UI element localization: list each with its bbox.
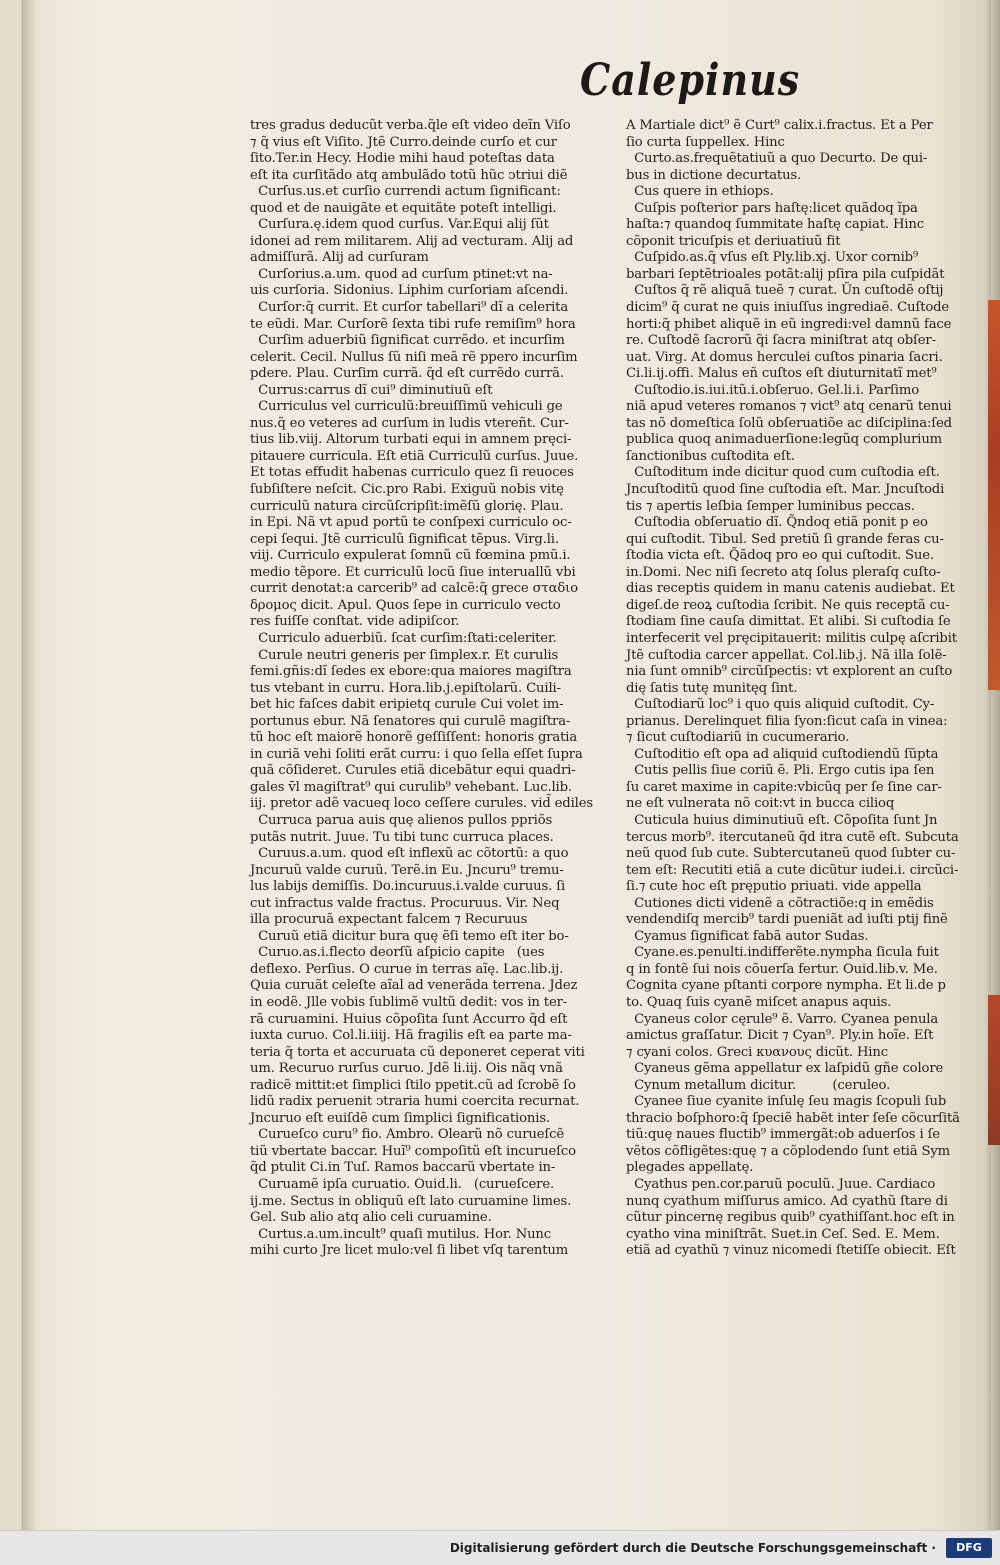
text-line: q̃d ptulit Ci.in Tuſ. Ramos baccarũ vbertate in-	[250, 1160, 556, 1176]
text-line: Cyane.es.penulti.indifferẽte.nympha ſicula fuit	[626, 945, 939, 961]
text-line: Cuſtoditum inde dicitur quod cum cuſtodia eſt.	[626, 465, 940, 481]
text-line: gales v̄l magiſtrat⁹ qui curulib⁹ vehebant. Luc.lib.	[250, 779, 572, 795]
text-line: tem eſt: Recutiti etiã a cute dicũtur iudei.i. circũci-	[626, 862, 959, 878]
text-line: bus in dictione decurtatus.	[626, 167, 802, 183]
text-line: nus.q̃ eo veteres ad curſum in ludis vtereñt. Cur-	[250, 415, 569, 431]
text-line: Jncuruũ valde curuũ. Terẽ.in Eu. Jncuru⁹ tremu-	[250, 862, 564, 878]
text-line: ſtodia victa eſt. Q̃ãdoq pro eo qui cuſtodit. Sue.	[626, 548, 934, 564]
text-line: uis curſoria. Sidonius. Liphim curſoriam aſcendi.	[250, 283, 569, 299]
text-line: Curuamẽ ipſa curuatio. Ouid.li. (curueſcere.	[250, 1177, 555, 1192]
text-line: cepi ſequi. Jtẽ curriculũ ſignificat tẽpus. Virg.li.	[250, 531, 559, 547]
text-line: ⁊ q̃ vius eſt Viſito. Jtẽ Curro.deinde curſo et cur	[250, 134, 557, 150]
text-line: in Epi. Nã vt apud portũ te conſpexi curriculo oc-	[250, 515, 572, 531]
text-line: ſu caret maxime in capite:vbicũq per ſe ſine car-	[626, 779, 942, 795]
text-line: currit denotat:a carcerib⁹ ad calcẽ:q̃ grece σταδιο	[250, 581, 578, 597]
text-line: femi.gñis:dĩ ſedes ex ebore:qua maiores magiſtra	[250, 664, 572, 680]
text-line: Et totas effudit habenas curriculo quez ſi reuoces	[250, 465, 574, 481]
text-line: in curiã vehi ſoliti erãt curru: i quo ſella eſſet ſupra	[250, 746, 583, 762]
text-line: Curſorius.a.um. quod ad curſum ptinet:vt na-	[250, 266, 553, 282]
text-line: dicim⁹ q̃ curat ne quis iniuſſus ingrediaẽ. Cuſtode	[626, 300, 950, 316]
text-line: Cuſtodio.is.iui.itũ.i.obſeruo. Gel.li.i. Parſimo	[626, 382, 919, 398]
text-line: curriculũ natura circũſcripſit:imẽſũ glorię. Plau.	[250, 498, 564, 514]
text-line: tres gradus deducũt verba.q̃le eſt video deĩn Viſo	[250, 118, 571, 133]
text-line: ⁊ ſicut cuſtodiariũ in cucumerario.	[626, 730, 850, 746]
text-line: Cyathus pen.cor.paruũ poculũ. Juue. Cardiaco	[626, 1177, 936, 1192]
text-line: pitauere curricula. Eſt etiã Curriculũ curſus. Juue.	[250, 448, 579, 464]
text-line: Cynum metallum dicitur. (ceruleo.	[626, 1077, 891, 1093]
text-line: Cus quere in ethiops.	[626, 184, 774, 200]
text-line: ſtodiam ſine cauſa dimittat. Et alibi. Si cuſtodia ſe	[626, 614, 951, 630]
text-line: Curſus.us.et curſio currendi actum ſignificant:	[250, 184, 561, 200]
text-line: um. Recuruo rurſus curuo. Jdẽ li.iij. Ois nãq vnã	[250, 1061, 563, 1077]
text-line: idonei ad rem militarem. Alij ad vecturam. Alij ad	[250, 233, 574, 249]
text-line: Jncuſtoditũ quod ſine cuſtodia eſt. Mar. Jncuſtodi	[626, 482, 945, 498]
text-line: vẽtos cõfligẽtes:quę ⁊ a cõplodendo ſunt etiã Sym	[626, 1143, 950, 1159]
text-line: mihi curto Jre licet mulo:vel ſi libet vſq tarentum	[250, 1243, 569, 1259]
text-line: Cuſtos q̃ rẽ aliquã tueẽ ⁊ curat. Ũn cuſtodẽ oſtij	[626, 283, 944, 299]
text-line: Currus:carrus dĩ cui⁹ diminutiuũ eſt	[250, 382, 493, 398]
page-gutter-shadow	[22, 0, 36, 1530]
text-line: Curuus.a.um. quod eſt inflexũ ac cõtortũ: a quo	[250, 846, 569, 862]
text-line: tius lib.viij. Altorum turbati equi in amnem pręci-	[250, 432, 572, 448]
funding-notice: Digitalisierung gefördert durch die Deutsche Forschungsgemeinschaft ·	[449, 1541, 936, 1555]
text-line: prianus. Derelinquet filia ſyon:ſicut caſa in vinea:	[626, 713, 948, 729]
text-line: Cyaneus color cęrule⁹ ẽ. Varro. Cyanea penula	[626, 1011, 939, 1027]
text-line: Curriculus vel curriculũ:breuiſſimũ vehiculi ge	[250, 399, 563, 415]
text-line: nunq cyathum miſſurus amico. Ad cyathũ ſtare di	[626, 1193, 948, 1209]
text-line: Cyaneus gẽma appellatur ex laſpidũ gñe colore	[626, 1061, 944, 1077]
text-line: thracio boſphoro:q̃ ſpeciẽ habẽt inter ſeſe cõcurſitã	[626, 1110, 960, 1126]
text-line: qui cuſtodit. Tibul. Sed pretiũ ſi grande feras cu-	[626, 531, 944, 547]
text-line: Jtẽ cuſtodia carcer appellat. Col.lib.j. Nã illa ſolẽ-	[626, 647, 947, 663]
text-line: bet hic faſces dabit eripietq curule Cui volet im-	[250, 697, 564, 713]
text-line: tus vtebant in curru. Hora.lib.j.epiſtolarũ. Cuili-	[250, 680, 561, 696]
dfg-logo: DFG	[946, 1538, 992, 1558]
text-line: Cuſpis poſterior pars haſtę:licet quãdoq ĩpa	[626, 200, 918, 216]
text-line: te eũdi. Mar. Curſorẽ ſexta tibi rufe remiſim⁹ hora	[250, 316, 576, 332]
text-line: tas nõ domeſtica ſolũ obſeruatiõe ac diſciplina:ſed	[626, 415, 952, 431]
text-line: etiã ad cyathũ ⁊ vinuz nicomedi ſtetiſſe obiecit. Eſt	[626, 1243, 956, 1259]
text-line: Curtus.a.um.incult⁹ quaſi mutilus. Hor. Nunc	[250, 1226, 552, 1242]
text-line: Cyanee ſiue cyanite inſulę ſeu magis ſcopuli ſub	[626, 1094, 947, 1110]
text-line: Curuo.as.i.flecto deorſũ aſpicio capite (ues	[250, 945, 545, 961]
text-line: in eodẽ. Jlle vobis ſublimẽ vultũ dedit: vos in ter-	[250, 994, 568, 1010]
text-line: in.Domi. Nec niſi ſecreto atq ſolus pleraſq cuſto-	[626, 564, 941, 580]
text-line: lus labijs demiſſis. Do.incuruus.i.valde curuus. ſi	[250, 879, 566, 895]
text-line: dias receptis quidem in manu catenis audiebat. Et	[626, 581, 955, 597]
text-line: iij. pretor adẽ vacueq loco ceſſere curules. vid̃ ediles	[250, 796, 594, 812]
text-line: Gel. Sub alio atq alio celi curuamine.	[250, 1210, 492, 1226]
text-line: quã cõſideret. Curules etiã dicebãtur equi quadri-	[250, 763, 576, 779]
text-line: tercus morb⁹. itercutaneũ q̃d itra cutẽ eſt. Subcuta	[626, 829, 959, 845]
text-line: uat. Virg. At domus herculei cuſtos pinaria ſacri.	[626, 349, 943, 365]
left-text-column	[250, 118, 610, 1260]
text-line: Curſura.ę.idem quod curſus. Var.Equi alij ſũt	[250, 217, 549, 233]
text-line: plegades appellatę.	[626, 1160, 754, 1176]
text-line: A Martiale dict⁹ ẽ Curt⁹ calix.i.fractus. Et a Per	[626, 118, 933, 133]
text-line: rã curuamini. Huius cõpoſita ſunt Accurro q̃d eſt	[250, 1011, 568, 1027]
text-line: Cutis pellis ſiue coriũ ẽ. Pli. Ergo cutis ipa ſen	[626, 763, 935, 779]
text-line: cut infractus valde fractus. Procuruus. Vir. Neq	[250, 895, 560, 911]
text-line: Jncuruo eſt euiſdẽ cum ſimplici ſignificationis.	[250, 1110, 550, 1126]
text-line: tis ⁊ apertis leſbia ſemper luminibus peccas.	[626, 498, 915, 514]
red-edge-marker-lower	[988, 995, 1000, 1145]
text-line: ⁊ cyani colos. Greci κυανους dicũt. Hinc	[626, 1044, 888, 1060]
text-line: re. Cuſtodẽ ſacrorũ q̃i ſacra miniſtrat atq obſer-	[626, 333, 936, 349]
text-line: haſta:⁊ quandoq ſummitate haſtę capiat. Hinc	[626, 217, 924, 233]
red-edge-marker	[988, 300, 1000, 690]
text-line: ſubſiſtere neſcit. Cic.pro Rabi. Exiguũ nobis vitę	[250, 482, 564, 498]
text-line: Curto.as.frequẽtatiuũ a quo Decurto. De qui-	[626, 151, 928, 167]
text-line: tũ hoc eſt maiorẽ honorẽ geſſiſſent: honoris gratia	[250, 730, 578, 746]
text-line: Quia curuãt celeſte aĩal ad venerãda terrena. Jdez	[250, 978, 578, 994]
text-line: Cuticula huius diminutiuũ eſt. Cõpoſita ſunt Jn	[626, 812, 938, 828]
text-line: illa procuruã expectant falcem ⁊ Recuruus	[250, 912, 528, 928]
text-line: vendendiſq mercib⁹ tardi pueniãt ad iuſti ptij finẽ	[626, 912, 948, 928]
text-line: Cyamus ſignificat fabã autor Sudas.	[626, 928, 869, 944]
text-line: cõponit tricuſpis et deriuatiuũ fit	[626, 233, 841, 249]
text-line: cyatho vina miniſtrãt. Suet.in Ceſ. Sed. E. Mem.	[626, 1226, 940, 1242]
text-line: putãs nutrit. Juue. Tu tibi tunc curruca places.	[250, 829, 554, 845]
text-line: tiũ:quę naues fluctib⁹ immergãt:ob aduerſos i ſe	[626, 1127, 940, 1143]
text-line: ſi.⁊ cute hoc eſt pręputio priuati. vide appella	[626, 879, 922, 895]
text-line: q in fontẽ ſui nois cõuerſa fertur. Ouid.lib.v. Me.	[626, 961, 938, 977]
text-line: pdere. Plau. Curſim currã. q̃d eſt currẽdo currã.	[250, 366, 564, 382]
running-head-title: Calepinus	[580, 53, 801, 106]
text-line: digeſ.de reoꝝ cuſtodia ſcribit. Ne quis receptã cu-	[626, 597, 950, 613]
text-line: Cognita cyane pſtanti corpore nympha. Et li.de p	[626, 978, 946, 994]
text-line: Curriculo aduerbiũ. ſcat curſim:ſtati:celeriter.	[250, 630, 557, 646]
text-line: ne eſt vulnerata nõ coit:vt in bucca cilioq	[626, 796, 895, 812]
text-line: Curſim aduerbiũ ſignificat currẽdo. et incurſim	[250, 333, 565, 349]
text-line: interfecerit vel pręcipitauerit: militis culpę aſcribit	[626, 630, 957, 646]
text-line: ſanctionibus cuſtodita eſt.	[626, 448, 795, 464]
text-line: Curſor:q̃ currit. Et curſor tabellari⁹ dĩ a celerita	[250, 300, 569, 316]
text-line: viij. Curriculo expulerat ſomnũ cũ fœmina pmũ.i.	[250, 548, 571, 564]
text-line: niã apud veteres romanos ⁊ vict⁹ atq cenarũ tenui	[626, 399, 952, 415]
text-line: iuxta curuo. Col.li.iiij. Hã fragilis eſt ea parte ma-	[250, 1028, 572, 1044]
text-line: dię ſatis tutę munitęq ſint.	[626, 680, 798, 696]
text-line: tiũ vbertate baccar. Huĩ⁹ compoſitũ eſt incurueſco	[250, 1143, 576, 1159]
text-line: lidũ radix peruenit ↄtraria humi coercita recurnat.	[250, 1094, 580, 1110]
text-line: neũ quod ſub cute. Subtercutaneũ quod ſubter cu-	[626, 846, 956, 862]
text-line: to. Quaq ſuis cyanẽ miſcet anapus aquis.	[626, 994, 892, 1010]
right-text-column	[626, 118, 984, 1260]
text-line: Cuſtoditio eſt opa ad aliquid cuſtodiendũ ſũpta	[626, 746, 939, 762]
text-line: Curueſco curu⁹ fio. Ambro. Olearũ nõ curueſcẽ	[250, 1127, 564, 1143]
text-line: ij.me. Sectus in obliquũ eſt lato curuamine limes.	[250, 1193, 572, 1209]
page-edge-shadow	[984, 0, 1000, 1530]
text-line: Cuſtodiarũ loc⁹ i quo quis aliquid cuſtodit. Cy-	[626, 697, 935, 713]
text-line: ſio curta ſuppellex. Hinc	[626, 134, 785, 150]
text-line: Ci.li.ij.offi. Malus eñ cuſtos eſt diuturnitatĩ met⁹	[626, 366, 937, 382]
text-line: δρομος dicit. Apul. Quos ſepe in curriculo vecto	[250, 597, 561, 613]
footer-bar	[0, 1530, 1000, 1565]
text-line: ſito.Ter.in Hecy. Hodie mihi haud poteſtas data	[250, 151, 555, 167]
text-line: nia ſunt omnib⁹ circũſpectis: vt explorent an cuſto	[626, 664, 953, 680]
text-line: horti:q̃ phibet aliquẽ in eũ ingredi:vel damnũ face	[626, 316, 952, 332]
text-line: teria q̃ torta et accuruata cũ deponeret ceperat viti	[250, 1044, 585, 1060]
text-line: portunus ebur. Nã ſenatores qui curulẽ magiſtra-	[250, 713, 571, 729]
text-line: Cutiones dicti videnẽ a cõtractiõe:q in emẽdis	[626, 895, 934, 911]
text-line: res fuiſſe conſtat. vide adipiſcor.	[250, 614, 460, 630]
text-line: medio tẽpore. Et curriculũ locũ ſiue interuallũ vbi	[250, 564, 576, 580]
text-line: barbari ſeptẽtrioales potãt:alij pſira pila cuſpidãt	[626, 266, 945, 282]
text-line: radicẽ mittit:et ſimplici ſtilo ppetit.cũ ad ſcrobẽ ſo	[250, 1077, 576, 1093]
text-line: publica quoq animaduerſione:legũq complurium	[626, 432, 943, 448]
text-line: admiſſurã. Alij ad curſuram	[250, 250, 429, 266]
text-line: Curruca parua auis quę alienos pullos ppriõs	[250, 812, 553, 828]
text-line: amictus graſſatur. Dicit ⁊ Cyan⁹. Ply.in hoĩe. Eſt	[626, 1028, 934, 1044]
text-line: Cuſtodia obſeruatio dĩ. Q̃ndoq etiã ponit p eo	[626, 515, 928, 531]
text-line: Cuſpido.as.q̃ vſus eſt Ply.lib.xj. Uxor cornib⁹	[626, 250, 919, 266]
text-line: cũtur pincernę regibus quib⁹ cyathiſſant.hoc eſt in	[626, 1210, 955, 1226]
text-line: Curuũ etiã dicitur bura quę ẽſi temo eſt iter bo-	[250, 928, 569, 944]
text-line: deflexo. Perſius. O curue in terras aĩę. Lac.lib.ij.	[250, 961, 564, 977]
text-line: quod et de nauigãte et equitãte poteſt intelligi.	[250, 200, 557, 216]
text-line: Curule neutri generis per ſimplex.r. Et curulis	[250, 647, 559, 663]
text-line: eſt ita curſitãdo atq ambulãdo totũ hũc ↄtriui diẽ	[250, 167, 568, 183]
text-line: celerit. Cecil. Nullus ſũ niſi meã rẽ ppero incurſim	[250, 349, 578, 365]
